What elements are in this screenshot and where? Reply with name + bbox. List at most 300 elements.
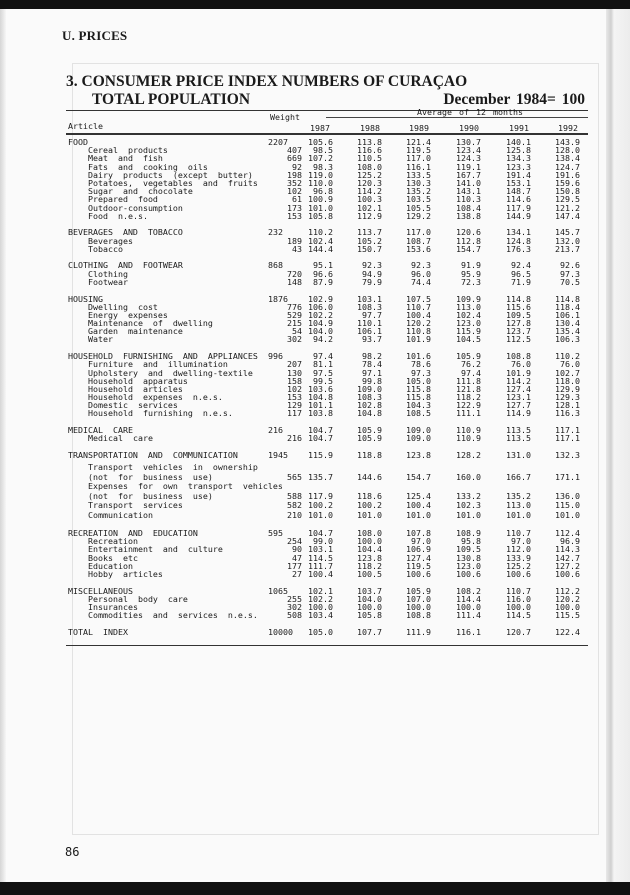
row-value: 114.4 xyxy=(456,593,481,604)
row-value: 118.0 xyxy=(555,375,580,386)
row-value: 122.9 xyxy=(456,400,481,411)
row-weight: 158 xyxy=(287,375,302,386)
row-value: 104.7 xyxy=(308,425,333,436)
row-value: 104.7 xyxy=(308,528,333,539)
row-value: 104.5 xyxy=(456,334,481,345)
row-value: 129.3 xyxy=(555,392,580,403)
row-value: 135.4 xyxy=(555,326,580,337)
row-value: 127.8 xyxy=(506,318,531,329)
row-label: Insurances xyxy=(88,602,138,613)
row-value: 100.5 xyxy=(357,569,382,579)
row-value: 97.4 xyxy=(313,351,333,362)
row-value: 131.0 xyxy=(506,450,531,460)
row-value: 106.9 xyxy=(406,544,431,555)
row-value: 114.5 xyxy=(506,610,531,621)
row-value: 76.0 xyxy=(560,359,580,370)
header-bottom-rule xyxy=(66,133,588,135)
row-value: 109.0 xyxy=(406,425,431,436)
row-label: BEVERAGES AND TOBACCO xyxy=(68,227,183,238)
row-value: 127.4 xyxy=(406,552,431,563)
header-year: 1992 xyxy=(558,123,578,133)
row-value: 153.1 xyxy=(506,177,531,188)
row-value: 97.0 xyxy=(411,536,431,547)
header-article: Article xyxy=(68,121,103,131)
row-value: 104.0 xyxy=(308,326,333,337)
row-label: CLOTHING AND FOOTWEAR xyxy=(68,260,183,271)
row-value: 144.4 xyxy=(308,243,333,254)
row-value: 97.1 xyxy=(362,367,382,378)
row-weight: 529 xyxy=(287,309,302,320)
row-weight: 210 xyxy=(287,509,302,520)
row-value: 144.6 xyxy=(357,471,382,482)
row-value: 105.9 xyxy=(406,585,431,596)
row-value: 108.2 xyxy=(456,585,481,596)
row-label: Water xyxy=(88,334,113,345)
row-value: 143.1 xyxy=(456,186,481,197)
row-value: 97.5 xyxy=(313,367,333,378)
row-value: 100.6 xyxy=(506,569,531,579)
row-value: 191.6 xyxy=(555,169,580,180)
row-value: 96.0 xyxy=(411,268,431,279)
row-value: 99.8 xyxy=(362,375,382,386)
table-row-item xyxy=(68,570,588,578)
row-value: 111.1 xyxy=(456,408,481,419)
row-value: 110.9 xyxy=(456,433,481,444)
table-row-total xyxy=(68,628,588,636)
row-value: 102.1 xyxy=(308,585,333,596)
row-value: 130.7 xyxy=(456,137,481,147)
row-value: 101.1 xyxy=(308,400,333,411)
row-value: 121.8 xyxy=(456,383,481,394)
row-value: 101.0 xyxy=(308,202,333,213)
row-value: 110.7 xyxy=(506,585,531,596)
row-value: 105.8 xyxy=(357,610,382,621)
row-value: 100.9 xyxy=(308,194,333,205)
row-weight: 54 xyxy=(292,326,302,337)
table-row-item xyxy=(68,212,588,220)
row-label: Household apparatus xyxy=(88,375,188,386)
row-value: 176.3 xyxy=(506,243,531,254)
row-label: Education xyxy=(88,560,133,571)
row-weight: 255 xyxy=(287,593,302,604)
row-value: 103.6 xyxy=(308,383,333,394)
row-weight: 102 xyxy=(287,186,302,197)
row-weight: 148 xyxy=(287,276,302,287)
row-value: 97.3 xyxy=(411,367,431,378)
row-label: Household expenses n.e.s. xyxy=(88,392,223,403)
row-value: 150.7 xyxy=(357,243,382,254)
row-weight: 189 xyxy=(287,235,302,246)
row-value: 117.0 xyxy=(406,227,431,238)
row-value: 141.0 xyxy=(456,177,481,188)
row-value: 117.0 xyxy=(406,153,431,164)
row-value: 125.4 xyxy=(406,490,431,501)
table-row-item xyxy=(68,335,588,343)
row-label: Domestic services xyxy=(88,400,178,411)
row-value: 70.5 xyxy=(560,276,580,287)
row-value: 124.3 xyxy=(456,153,481,164)
row-label: Meat and fish xyxy=(88,153,163,164)
row-value: 101.0 xyxy=(308,509,333,520)
row-value: 116.1 xyxy=(456,626,481,637)
row-value: 123.0 xyxy=(456,318,481,329)
row-value: 103.5 xyxy=(406,194,431,205)
row-value: 115.6 xyxy=(506,301,531,312)
row-value: 96.8 xyxy=(313,186,333,197)
header-group-rule xyxy=(326,117,588,118)
row-label: Recreation xyxy=(88,536,138,547)
row-weight: 1945 xyxy=(268,450,288,460)
row-weight: 216 xyxy=(287,433,302,444)
row-weight: 352 xyxy=(287,177,302,188)
row-value: 128.1 xyxy=(555,400,580,411)
row-value: 92.3 xyxy=(362,260,382,271)
row-value: 119.0 xyxy=(308,169,333,180)
row-value: 133.5 xyxy=(406,169,431,180)
row-label: Transport services xyxy=(88,500,183,511)
row-value: 81.1 xyxy=(313,359,333,370)
row-value: 112.8 xyxy=(456,235,481,246)
row-value: 145.7 xyxy=(555,227,580,238)
row-value: 111.4 xyxy=(456,610,481,621)
row-value: 113.8 xyxy=(357,137,382,147)
row-label: Sugar and chocolate xyxy=(88,186,193,197)
row-value: 134.3 xyxy=(506,153,531,164)
row-weight: 302 xyxy=(287,334,302,345)
row-value: 128.0 xyxy=(555,145,580,156)
row-weight: 508 xyxy=(287,610,302,621)
row-label: Outdoor-consumption xyxy=(88,202,183,213)
row-value: 96.9 xyxy=(560,536,580,547)
row-value: 117.9 xyxy=(308,490,333,501)
row-value: 104.3 xyxy=(406,400,431,411)
row-value: 103.7 xyxy=(357,585,382,596)
row-weight: 1065 xyxy=(268,585,288,596)
row-label: Dairy products (except butter) xyxy=(88,169,253,180)
row-value: 140.1 xyxy=(506,137,531,147)
row-value: 125.2 xyxy=(357,169,382,180)
row-value: 101.0 xyxy=(506,509,531,520)
row-value: 123.7 xyxy=(506,326,531,337)
row-value: 120.2 xyxy=(406,318,431,329)
row-value: 87.9 xyxy=(313,276,333,287)
row-value: 117.1 xyxy=(555,425,580,436)
row-value: 166.7 xyxy=(506,471,531,482)
row-value: 95.8 xyxy=(461,536,481,547)
row-value: 101.0 xyxy=(456,509,481,520)
row-value: 101.0 xyxy=(555,509,580,520)
row-value: 110.3 xyxy=(456,194,481,205)
row-label: Books etc xyxy=(88,552,138,563)
header-year: 1988 xyxy=(360,123,380,133)
row-value: 102.9 xyxy=(308,293,333,304)
row-value: 127.7 xyxy=(506,400,531,411)
table-row-item xyxy=(68,611,588,619)
row-value: 106.0 xyxy=(308,301,333,312)
row-value: 98.2 xyxy=(362,351,382,362)
row-value: 120.6 xyxy=(456,227,481,238)
row-value: 114.8 xyxy=(555,293,580,304)
row-value: 92.6 xyxy=(560,260,580,271)
row-weight: 153 xyxy=(287,210,302,221)
row-value: 112.0 xyxy=(506,544,531,555)
row-value: 100.0 xyxy=(406,602,431,613)
row-value: 97.3 xyxy=(560,268,580,279)
row-value: 95.9 xyxy=(461,268,481,279)
row-value: 125.8 xyxy=(506,145,531,156)
row-value: 160.0 xyxy=(456,471,481,482)
row-value: 107.0 xyxy=(406,593,431,604)
row-label: Prepared food xyxy=(88,194,158,205)
row-value: 93.7 xyxy=(362,334,382,345)
row-value: 118.2 xyxy=(456,392,481,403)
row-label: Dwelling cost xyxy=(88,301,158,312)
row-value: 102.2 xyxy=(308,593,333,604)
row-value: 119.5 xyxy=(406,560,431,571)
row-value: 100.0 xyxy=(506,602,531,613)
row-label: Potatoes, vegetables and fruits xyxy=(88,177,258,188)
row-label: Garden maintenance xyxy=(88,326,183,337)
row-value: 121.2 xyxy=(555,202,580,213)
row-value: 111.8 xyxy=(456,375,481,386)
row-label: Beverages xyxy=(88,235,133,246)
row-value: 110.9 xyxy=(456,425,481,436)
row-value: 100.4 xyxy=(406,309,431,320)
row-value: 129.2 xyxy=(406,210,431,221)
row-weight: 117 xyxy=(287,408,302,419)
row-label: MISCELLANEOUS xyxy=(68,585,133,596)
row-value: 116.1 xyxy=(406,161,431,172)
row-value: 120.2 xyxy=(555,593,580,604)
row-value: 144.9 xyxy=(506,210,531,221)
row-value: 191.4 xyxy=(506,169,531,180)
row-weight: 153 xyxy=(287,392,302,403)
row-value: 115.8 xyxy=(406,383,431,394)
row-value: 113.0 xyxy=(506,500,531,511)
row-value: 108.9 xyxy=(456,528,481,539)
row-value: 127.2 xyxy=(555,560,580,571)
row-label: Clothing xyxy=(88,268,128,279)
row-label: (not for business use) xyxy=(88,471,213,482)
row-value: 76.2 xyxy=(461,359,481,370)
row-value: 134.1 xyxy=(506,227,531,238)
row-value: 103.4 xyxy=(308,610,333,621)
row-label: MEDICAL CARE xyxy=(68,425,133,436)
row-value: 102.4 xyxy=(308,235,333,246)
row-value: 102.3 xyxy=(456,500,481,511)
row-value: 118.4 xyxy=(555,301,580,312)
row-value: 98.3 xyxy=(313,161,333,172)
row-value: 104.8 xyxy=(308,392,333,403)
row-value: 100.0 xyxy=(555,602,580,613)
row-value: 104.0 xyxy=(357,593,382,604)
row-value: 91.9 xyxy=(461,260,481,271)
row-label: Commodities and services n.e.s. xyxy=(88,610,258,621)
row-value: 104.9 xyxy=(308,318,333,329)
row-value: 213.7 xyxy=(555,243,580,254)
row-value: 110.5 xyxy=(357,153,382,164)
row-value: 105.6 xyxy=(308,137,333,147)
row-weight: 232 xyxy=(268,227,283,238)
row-value: 107.7 xyxy=(357,626,382,637)
row-label: Footwear xyxy=(88,276,128,287)
row-value: 123.3 xyxy=(506,161,531,172)
row-value: 117.1 xyxy=(555,433,580,444)
row-value: 116.0 xyxy=(506,593,531,604)
row-label: Cereal products xyxy=(88,145,168,156)
row-value: 108.7 xyxy=(406,235,431,246)
row-value: 105.8 xyxy=(308,210,333,221)
row-weight: 996 xyxy=(268,351,283,362)
row-value: 114.2 xyxy=(357,186,382,197)
row-weight: 669 xyxy=(287,153,302,164)
row-weight: 2207 xyxy=(268,137,288,147)
row-value: 100.2 xyxy=(357,500,382,511)
table-title: 3. CONSUMER PRICE INDEX NUMBERS OF CURAÇAO xyxy=(66,73,468,90)
table-row-item xyxy=(68,434,588,442)
row-value: 92.4 xyxy=(511,260,531,271)
row-value: 100.0 xyxy=(456,602,481,613)
row-value: 113.5 xyxy=(506,425,531,436)
row-value: 109.5 xyxy=(456,544,481,555)
row-weight: 254 xyxy=(287,536,302,547)
row-label: Personal body care xyxy=(88,593,188,604)
row-weight: 1876 xyxy=(268,293,288,304)
table-row-item xyxy=(68,511,588,521)
row-value: 114.5 xyxy=(308,552,333,563)
row-value: 78.6 xyxy=(411,359,431,370)
row-value: 109.9 xyxy=(456,293,481,304)
row-weight: 776 xyxy=(287,301,302,312)
row-value: 105.5 xyxy=(406,202,431,213)
row-label: Energy expenses xyxy=(88,309,168,320)
row-value: 123.8 xyxy=(406,450,431,460)
row-value: 135.7 xyxy=(308,471,333,482)
row-value: 121.4 xyxy=(406,137,431,147)
row-value: 154.7 xyxy=(406,471,431,482)
row-value: 154.7 xyxy=(456,243,481,254)
row-value: 110.1 xyxy=(357,318,382,329)
row-value: 115.9 xyxy=(456,326,481,337)
row-value: 130.3 xyxy=(406,177,431,188)
row-value: 106.1 xyxy=(555,309,580,320)
row-value: 113.5 xyxy=(506,433,531,444)
header-group-label: Average of 12 months xyxy=(417,107,523,117)
header-year: 1990 xyxy=(459,123,479,133)
row-value: 114.9 xyxy=(506,408,531,419)
row-weight: 130 xyxy=(287,367,302,378)
row-value: 102.8 xyxy=(357,400,382,411)
row-value: 92.3 xyxy=(411,260,431,271)
row-value: 115.9 xyxy=(308,450,333,460)
row-value: 108.4 xyxy=(456,202,481,213)
row-value: 113.0 xyxy=(456,301,481,312)
row-value: 147.4 xyxy=(555,210,580,221)
row-value: 100.0 xyxy=(308,602,333,613)
row-value: 124.7 xyxy=(555,161,580,172)
row-value: 105.0 xyxy=(406,375,431,386)
row-weight: 177 xyxy=(287,560,302,571)
row-weight: 61 xyxy=(292,194,302,205)
row-value: 105.0 xyxy=(308,626,333,637)
row-value: 78.4 xyxy=(362,359,382,370)
row-value: 72.3 xyxy=(461,276,481,287)
row-value: 74.4 xyxy=(411,276,431,287)
row-value: 103.8 xyxy=(308,408,333,419)
row-value: 143.9 xyxy=(555,137,580,147)
row-value: 123.1 xyxy=(506,392,531,403)
row-value: 100.0 xyxy=(357,536,382,547)
row-value: 116.3 xyxy=(555,408,580,419)
row-label: Medical care xyxy=(88,433,153,444)
row-value: 167.7 xyxy=(456,169,481,180)
row-weight: 565 xyxy=(287,471,302,482)
table-row-item xyxy=(68,278,588,286)
row-value: 114.2 xyxy=(506,375,531,386)
row-value: 118.6 xyxy=(357,490,382,501)
row-value: 107.8 xyxy=(406,528,431,539)
table-bottom-rule xyxy=(66,645,588,646)
row-label: RECREATION AND EDUCATION xyxy=(68,528,198,539)
row-weight: 868 xyxy=(268,260,283,271)
row-label: Communication xyxy=(88,509,153,520)
row-value: 111.9 xyxy=(406,626,431,637)
row-value: 100.4 xyxy=(308,569,333,579)
row-value: 104.4 xyxy=(357,544,382,555)
row-value: 138.8 xyxy=(456,210,481,221)
row-weight: 102 xyxy=(287,383,302,394)
row-label: Upholstery and dwelling-textile xyxy=(88,367,253,378)
row-value: 101.9 xyxy=(506,367,531,378)
row-value: 101.6 xyxy=(406,351,431,362)
row-value: 105.9 xyxy=(357,425,382,436)
row-label: TOTAL INDEX xyxy=(68,626,128,637)
row-value: 106.3 xyxy=(555,334,580,345)
row-weight: 10000 xyxy=(268,626,293,637)
row-value: 76.0 xyxy=(511,359,531,370)
row-value: 112.2 xyxy=(555,585,580,596)
row-weight: 720 xyxy=(287,268,302,279)
row-value: 110.7 xyxy=(506,528,531,539)
row-value: 94.2 xyxy=(313,334,333,345)
row-weight: 582 xyxy=(287,500,302,511)
scan-left-shadow xyxy=(0,9,6,882)
row-label: Tobacco xyxy=(88,243,123,254)
row-value: 108.0 xyxy=(357,161,382,172)
row-label: Food n.e.s. xyxy=(88,210,148,221)
row-value: 123.8 xyxy=(357,552,382,563)
row-value: 100.4 xyxy=(406,500,431,511)
row-value: 133.9 xyxy=(506,552,531,563)
row-value: 133.2 xyxy=(456,490,481,501)
row-label: Furniture and illumination xyxy=(88,359,228,370)
row-value: 142.7 xyxy=(555,552,580,563)
section-heading: U. PRICES xyxy=(62,28,128,43)
row-value: 105.9 xyxy=(456,351,481,362)
row-value: 108.8 xyxy=(506,351,531,362)
row-weight: 173 xyxy=(287,202,302,213)
row-weight: 588 xyxy=(287,490,302,501)
header-year: 1989 xyxy=(409,123,429,133)
row-value: 97.7 xyxy=(362,309,382,320)
row-value: 101.0 xyxy=(406,509,431,520)
scan-top-edge xyxy=(0,0,630,9)
row-value: 109.0 xyxy=(406,433,431,444)
row-label: TRANSPORTATION AND COMMUNICATION xyxy=(68,450,238,460)
row-weight: 43 xyxy=(292,243,302,254)
row-weight: 90 xyxy=(292,544,302,555)
row-value: 129.5 xyxy=(555,194,580,205)
